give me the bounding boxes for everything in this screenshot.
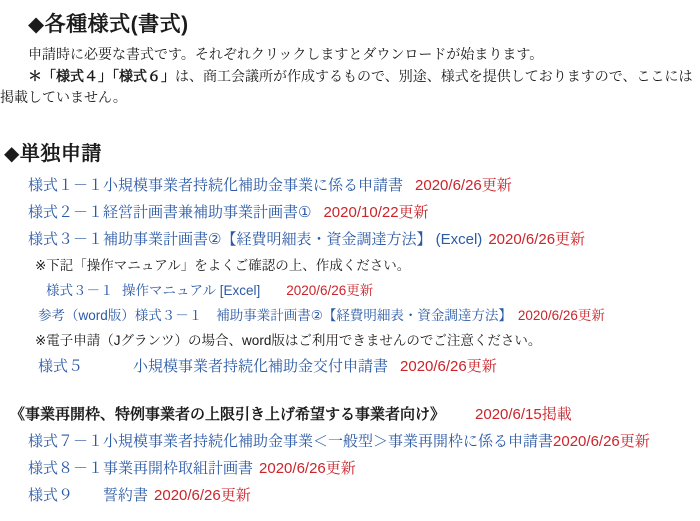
form4-name: 「様式４」 [42,68,112,84]
form-title: 小規模事業者持続化補助金事業＜一般型＞事業再開枠に係る申請書 [103,433,554,450]
update-date: 2020/6/26更新 [517,308,605,323]
form-label: 様式８－１ [28,460,104,477]
form-label: 様式３－１ [28,231,104,248]
update-date: 2020/6/26更新 [154,487,251,504]
posted-date: 2020/6/15掲載 [475,406,572,423]
update-date: 2020/10/22更新 [323,204,429,221]
form-row-1-1 [0,172,700,199]
form-link-yoshiki-8-1[interactable] [28,460,253,477]
form-link-yoshiki-2-1[interactable] [28,204,311,221]
form-title: 補助事業計画書②【経費明細表・資金調達方法】 [216,308,512,323]
form-link-yoshiki-3-1[interactable] [28,231,482,248]
update-date: 2020/6/26更新 [553,433,650,450]
update-date: 2020/6/26更新 [259,460,356,477]
form-title: 事業再開枠取組計画書 [103,460,254,477]
reopening-heading-text: 《事業再開枠、特例事業者の上限引き上げ希望する事業者向け》 [10,406,446,423]
single-application-list [0,172,700,380]
reopening-section [0,402,700,509]
jgrants-note: ※電子申請（Jグランツ）の場合、word版はご利用できませんのでご注意ください。 [35,333,542,348]
asterisk-mark: ＊ [28,68,42,84]
form-title: 誓約書 [103,487,149,504]
form-link-yoshiki-1-1[interactable] [28,177,403,194]
form-title: 補助事業計画書②【経費明細表・資金調達方法】 (Excel) [103,231,483,248]
forms-4-6-note [0,66,700,108]
form-label: 様式７－１ [28,433,104,450]
form-row-7-1 [0,428,700,455]
manual-note: ※下記「操作マニュアル」をよくご確認の上、作成ください。 [35,258,411,273]
update-date: 2020/6/26更新 [400,358,497,375]
form-title: 小規模事業者持続化補助金交付申請書 [133,358,389,375]
reopening-heading [0,402,700,428]
note-rest: は、商工会議所が作成するもので、別途、様式を提供しておりますので、ここには掲載していません。 [0,68,693,105]
form-title: 小規模事業者持続化補助金事業に係る申請書 [103,177,404,194]
form-row-2-1 [0,199,700,226]
form-row-3-1-manual [0,278,700,303]
form-row-8-1 [0,455,700,482]
form6-name: 「様式６」 [112,68,175,84]
form-label: 様式９ [28,487,74,504]
form-row-3-1-word-ref [0,303,700,328]
form-title: 経営計画書兼補助事業計画書① [103,204,312,221]
form-label: 様式５ [38,358,84,375]
form-row-3-1 [0,226,700,253]
form-link-yoshiki-3-1-word[interactable] [38,308,512,323]
form-label: 様式３－１ [46,283,114,298]
form-label: 参考（word版）様式３－１ [38,308,203,323]
form-label: 様式２－１ [28,204,104,221]
page-title: ◆各種様式(書式) [28,13,189,36]
form-link-yoshiki-7-1[interactable] [28,433,553,450]
intro-text: 申請時に必要な書式です。それぞれクリックしますとダウンロードが始まります。 [28,46,544,62]
section-heading-single-application: ◆単独申請 [4,143,102,165]
form-label: 様式１－１ [28,177,104,194]
form-link-yoshiki-3-1-manual[interactable] [46,283,260,298]
form-title: 操作マニュアル [Excel] [122,283,261,298]
update-date: 2020/6/26更新 [286,283,374,298]
form-link-yoshiki-9[interactable] [28,487,148,504]
form-row-5 [0,353,700,380]
update-date: 2020/6/26更新 [415,177,512,194]
update-date: 2020/6/26更新 [488,231,586,248]
form-link-yoshiki-5[interactable] [38,358,388,375]
form-row-9 [0,482,700,509]
